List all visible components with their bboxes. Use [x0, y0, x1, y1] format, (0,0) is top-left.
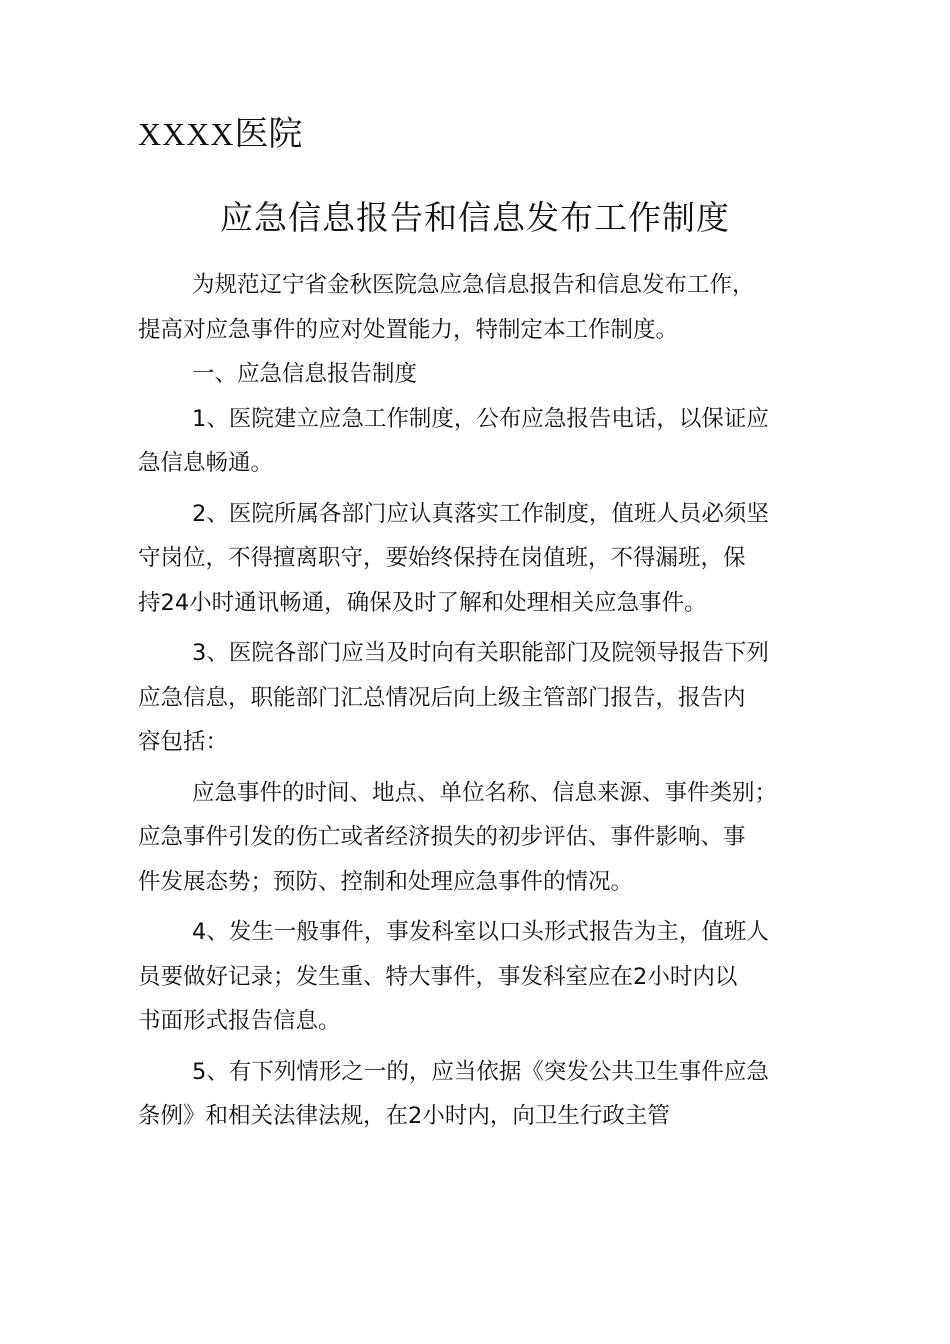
- body-line: 4、发生一般事件，事发科室以口头形式报告为主，值班人: [192, 919, 769, 945]
- body-line: 书面形式报告信息。: [138, 1008, 341, 1034]
- body-line: 应急信息，职能部门汇总情况后向上级主管部门报告，报告内: [138, 684, 746, 711]
- hospital-name-suffix: 医院: [234, 114, 303, 154]
- body-line: 守岗位，不得擅离职守，要始终保持在岗值班，不得漏班，保: [138, 545, 746, 571]
- hospital-name-prefix: XXXX: [138, 116, 235, 152]
- body-line: 条例》和相关法律法规，在2小时内，向卫生行政主管: [138, 1103, 670, 1129]
- body-line: 一、应急信息报告制度: [192, 361, 418, 387]
- body-line: 为规范辽宁省金秋医院急应急信息报告和信息发布工作，: [192, 272, 755, 298]
- body-line: 应急事件的时间、地点、单位名称、信息来源、事件类别；: [192, 779, 778, 806]
- body-line: 急信息畅通。: [138, 450, 274, 476]
- body-line: 容包括：: [138, 729, 229, 755]
- body-line: 提高对应急事件的应对处置能力，特制定本工作制度。: [138, 316, 679, 343]
- document-body: [138, 263, 828, 1139]
- body-line: 应急事件引发的伤亡或者经济损失的初步评估、事件影响、事: [138, 824, 746, 850]
- body-line: 持24小时通讯畅通，确保及时了解和处理相关应急事件。: [138, 589, 707, 616]
- body-line: 件发展态势；预防、控制和处理应急事件的情况。: [138, 868, 634, 895]
- body-line: 2、医院所属各部门应认真落实工作制度，值班人员必须坚: [192, 500, 769, 527]
- body-line: 5、有下列情形之一的，应当依据《突发公共卫生事件应急: [192, 1058, 769, 1085]
- hospital-name: [138, 110, 302, 158]
- body-line: 3、医院各部门应当及时向有关职能部门及院领导报告下列: [192, 640, 769, 666]
- body-line: 1、医院建立应急工作制度，公布应急报告电话，以保证应: [192, 405, 769, 432]
- body-line: 员要做好记录；发生重、特大事件，事发科室应在2小时内以: [138, 963, 738, 990]
- document-title: 应急信息报告和信息发布工作制度: [220, 198, 730, 237]
